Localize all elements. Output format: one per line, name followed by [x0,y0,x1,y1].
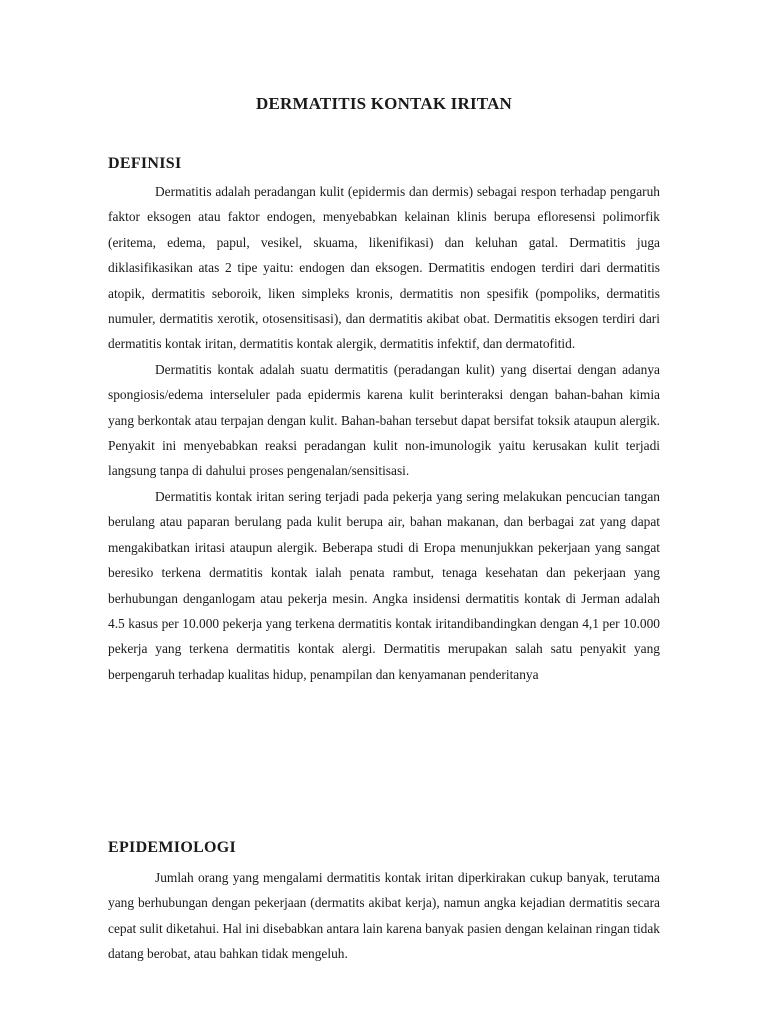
section-heading-epidemiologi: EPIDEMIOLOGI [108,839,237,856]
paragraph: Dermatitis kontak adalah suatu dermatitis (peradangan kulit) yang disertai dengan adanya spongiosis/edema interseluler pada epidermis karena kulit berinteraksi dengan bahan-bahan kimia yang berkontak atau terpajan dengan kulit. Bahan-bahan tersebut dapat bersifat toksik ataupun alergik. Penyakit ini menyebabkan reaksi peradangan kulit non-imunologik yaitu kerusakan kulit terjadi langsung tanpa di dahului proses pengenalan/sensitisasi. [108,361,660,479]
section-body-epidemiologi [108,865,660,967]
paragraph: Dermatitis kontak iritan sering terjadi pada pekerja yang sering melakukan pencucian tangan berulang atau paparan berulang pada kulit berupa air, bahan makanan, dan berbagai zat yang dapat mengakibatkan iritasi ataupun alergik. Beberapa studi di Eropa menunjukkan pekerjaan yang sangat beresiko terkena dermatitis kontak ialah penata rambut, tenaga kesehatan dan pekerjaan yang berhubungan denganlogam atau pekerja mesin. Angka insidensi dermatitis kontak di Jerman adalah 4.5 kasus per 10.000 pekerja yang terkena dermatitis kontak iritandibandingkan dengan 4,1 per 10.000 pekerja yang terkena dermatitis kontak alergi. Dermatitis merupakan salah satu penyakit yang berpengaruh terhadap kualitas hidup, penampilan dan kenyamanan penderitanya [108,488,660,682]
section-heading-definisi: DEFINISI [108,155,182,172]
document-title: DERMATITIS KONTAK IRITAN [255,94,513,113]
section-body-definisi [108,179,660,687]
paragraph: Dermatitis adalah peradangan kulit (epidermis dan dermis) sebagai respon terhadap pengaruh faktor eksogen atau faktor endogen, menyebabkan kelainan klinis berupa efloresensi polimorfik (eritema, edema, papul, vesikel, skuama, likenifikasi) dan keluhan gatal. Dermatitis juga diklasifikasikan atas 2 tipe yaitu: endogen dan eksogen. Dermatitis endogen terdiri dari dermatitis atopik, dermatitis seboroik, liken simpleks kronis, dermatitis non spesifik (pompoliks, dermatitis numuler, dermatitis xerotik, otosensitisasi), dan dermatitis akibat obat. Dermatitis eksogen terdiri dari dermatitis kontak iritan, dermatitis kontak alergik, dermatitis infektif, dan dermatofitid. [108,184,660,352]
paragraph: Jumlah orang yang mengalami dermatitis kontak iritan diperkirakan cukup banyak, terutama yang berhubungan dengan pekerjaan (dermatits akibat kerja), namun angka kejadian dermatitis secara cepat sulit diketahui. Hal ini disebabkan antara lain karena banyak pasien dengan kelainan ringan tidak datang berobat, atau bahkan tidak mengeluh. [108,870,660,962]
